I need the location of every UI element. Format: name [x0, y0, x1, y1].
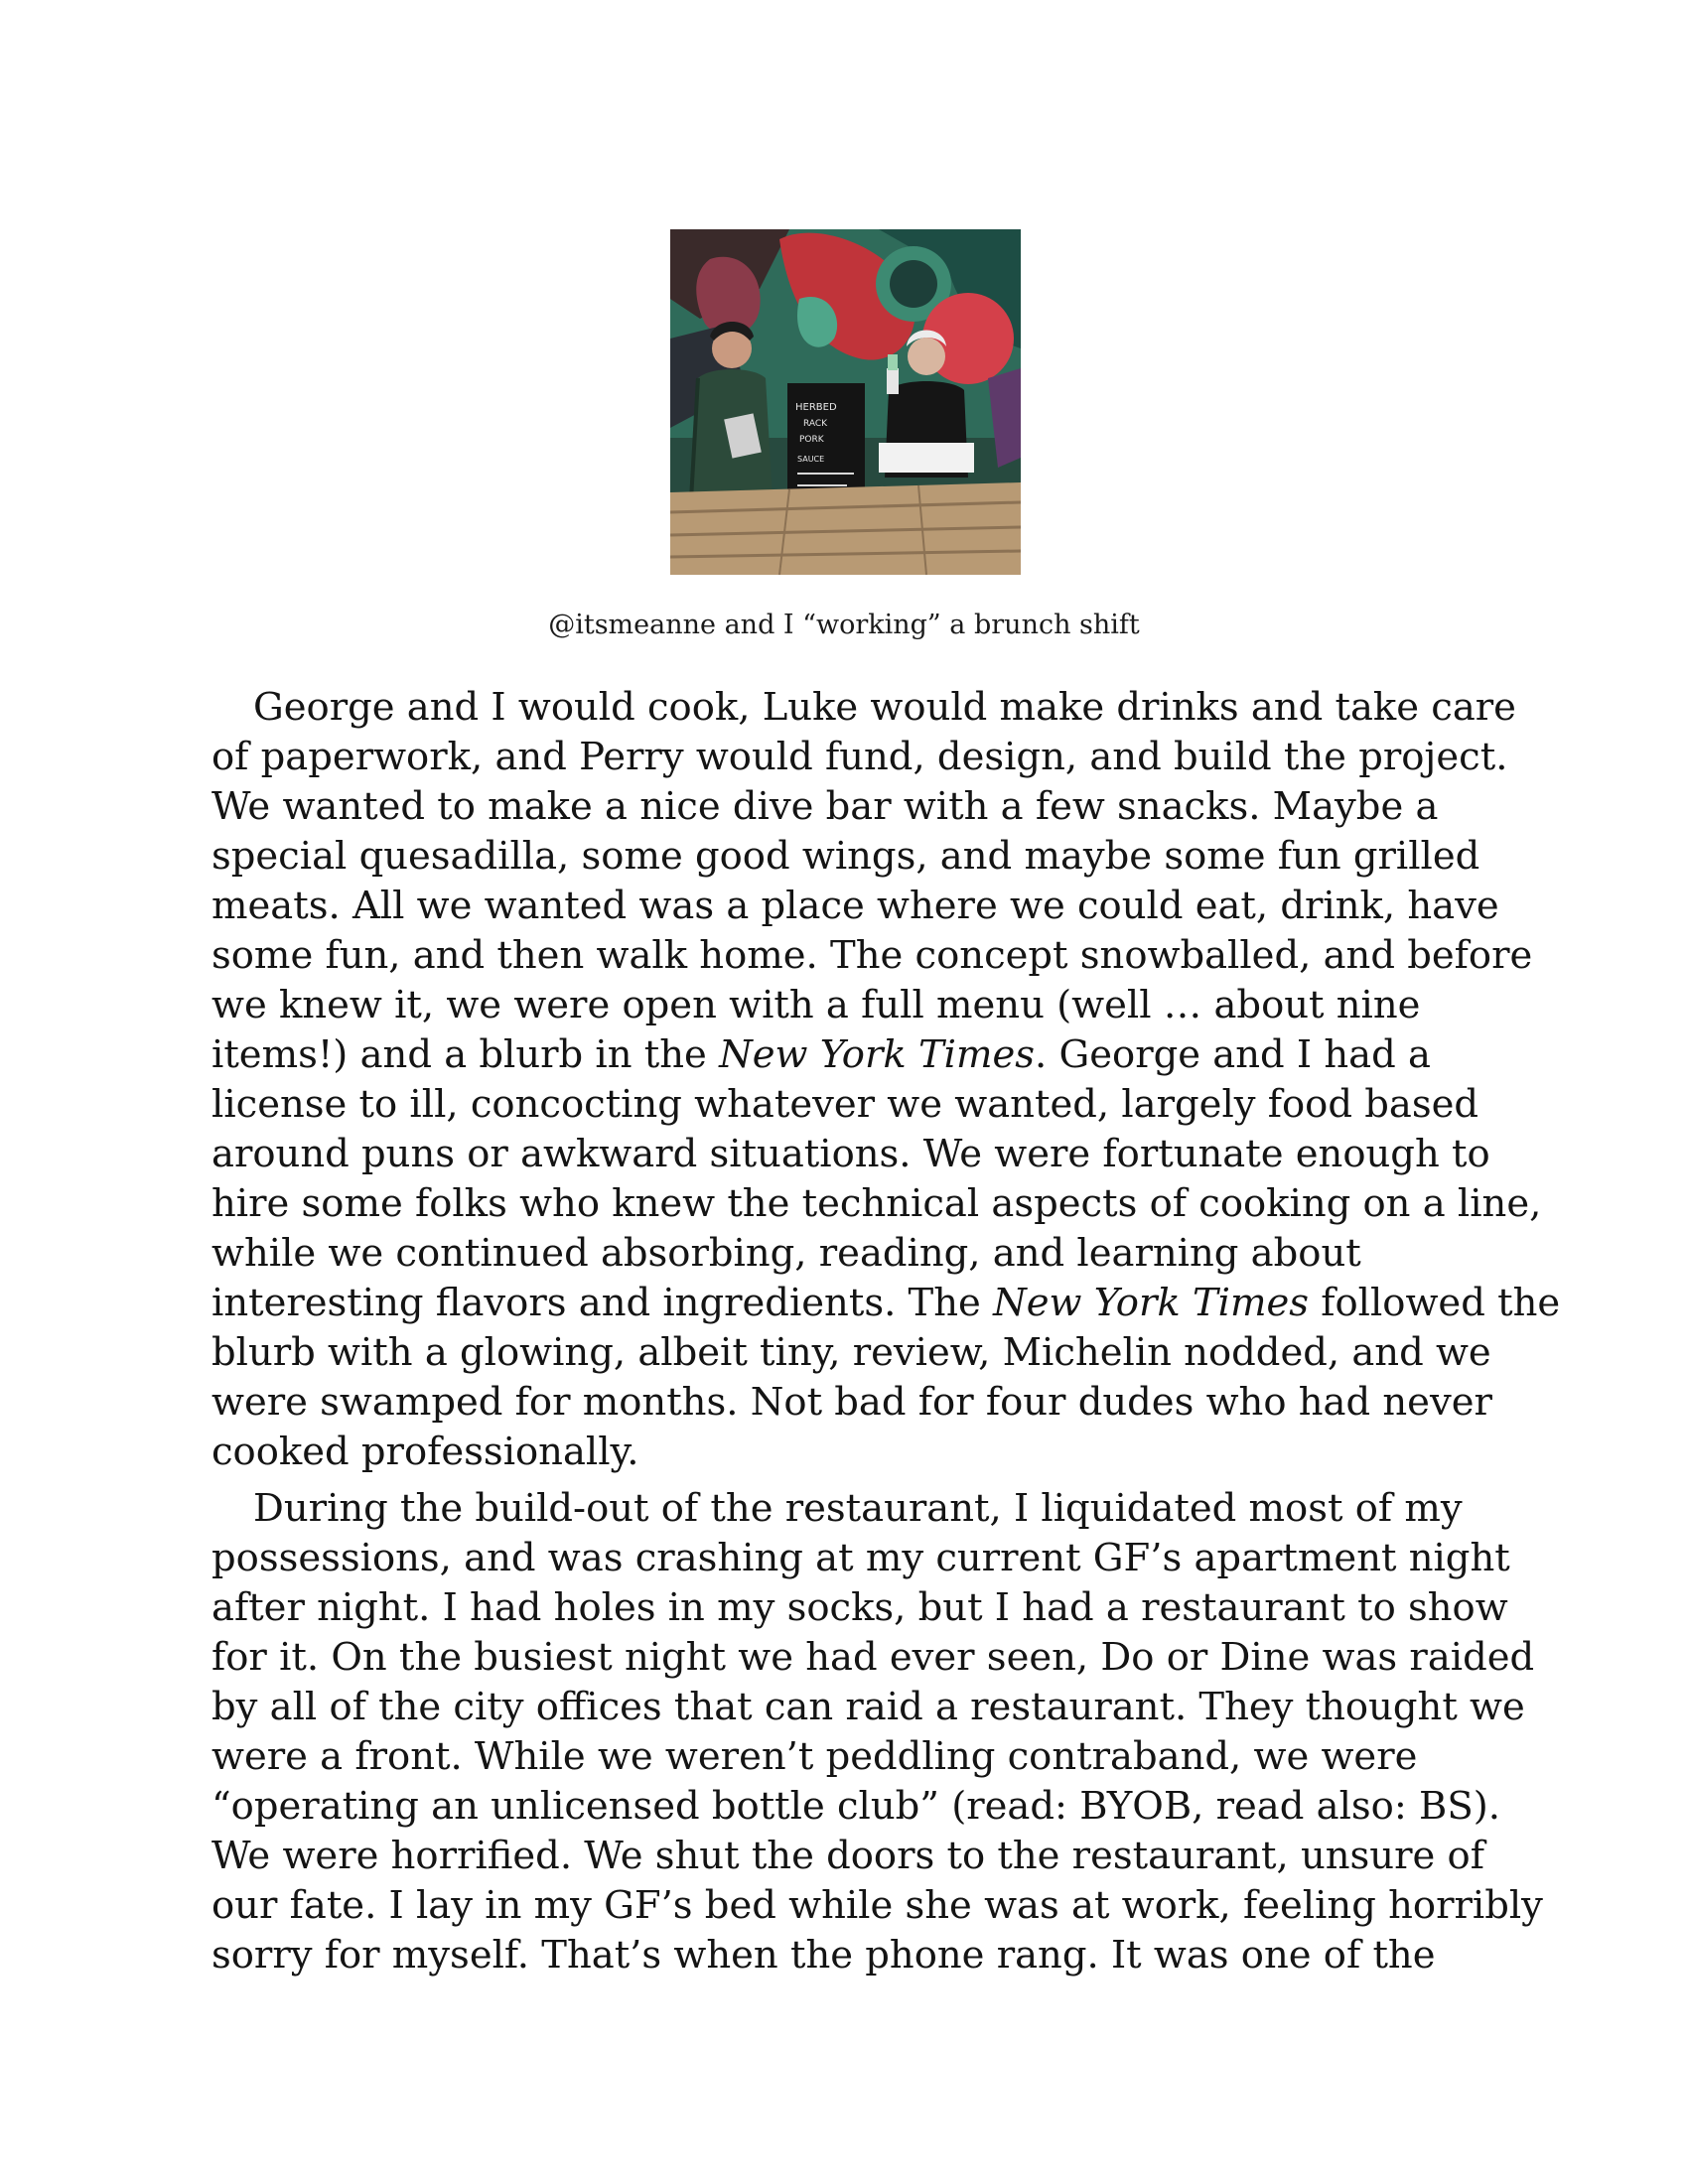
text-line [211, 1683, 1525, 1732]
text-segment: blurb with a glowing, albeit tiny, review, Michelin nodded, and we [211, 1330, 1491, 1375]
text-segment: we knew it, we were open with a full menu (well … about nine [211, 983, 1421, 1027]
text-line [211, 981, 1502, 1030]
body-text [211, 683, 1561, 1980]
text-line [211, 931, 1533, 981]
paragraph [211, 1484, 1543, 1980]
text-segment: hire some folks who knew the technical aspects of cooking on a line, [211, 1181, 1542, 1226]
text-segment: were a front. While we weren’t peddling contraband, we were [211, 1734, 1418, 1779]
text-segment: for it. On the busiest night we had ever seen, Do or Dine was raided [211, 1635, 1535, 1680]
text-segment: license to ill, concocting whatever we wanted, largely food based [211, 1082, 1479, 1127]
text-segment: were swamped for months. Not bad for four dudes who had never [211, 1380, 1492, 1425]
text-segment: around puns or awkward situations. We were fortunate enough to [211, 1132, 1490, 1176]
text-line [211, 1030, 1502, 1080]
text-segment: . George and I had a [1035, 1032, 1431, 1077]
text-line [211, 1378, 1502, 1428]
text-segment: by all of the city offices that can raid a restaurant. They thought we [211, 1685, 1525, 1729]
text-segment: We were horrified. We shut the doors to the restaurant, unsure of [211, 1834, 1484, 1878]
text-line [211, 1229, 1502, 1279]
text-line [211, 1832, 1502, 1881]
text-segment: special quesadilla, some good wings, and maybe some fun grilled [211, 834, 1480, 879]
text-line [211, 733, 1508, 782]
italic-title: New York Times [993, 1281, 1309, 1325]
text-line [211, 1633, 1535, 1683]
text-line [211, 1130, 1502, 1179]
text-line [211, 1484, 1502, 1534]
sign-line: HERBED [795, 402, 837, 413]
sign-line: PORK [799, 435, 824, 445]
text-line [211, 1931, 1502, 1980]
text-segment: During the build-out of the restaurant, I liquidated most of my [253, 1486, 1463, 1531]
text-line [211, 1428, 1502, 1477]
text-segment: We wanted to make a nice dive bar with a few snacks. Maybe a [211, 784, 1439, 829]
text-line [211, 1782, 1502, 1832]
text-line [211, 1179, 1542, 1229]
text-line [211, 1881, 1543, 1931]
text-line [211, 782, 1502, 832]
text-line [211, 1732, 1502, 1782]
paragraph [211, 683, 1561, 1477]
text-segment: George and I would cook, Luke would make drinks and take care [253, 685, 1516, 730]
text-segment: sorry for myself. That’s when the phone rang. It was one of the [211, 1933, 1436, 1978]
text-segment: “operating an unlicensed bottle club” (read: BYOB, read also: BS). [211, 1784, 1500, 1829]
text-segment: items!) and a blurb in the [211, 1032, 720, 1077]
text-line [211, 882, 1502, 931]
sign-line: RACK [803, 419, 828, 429]
text-line [211, 832, 1502, 882]
text-segment: after night. I had holes in my socks, but I had a restaurant to show [211, 1585, 1508, 1630]
text-line [211, 1328, 1502, 1378]
photo-caption: @itsmeanne and I “working” a brunch shift [548, 610, 1140, 640]
text-line [211, 1534, 1510, 1583]
text-segment: meats. All we wanted was a place where we could eat, drink, have [211, 884, 1499, 928]
italic-title: New York Times [719, 1032, 1036, 1077]
text-segment: followed the [1309, 1281, 1561, 1325]
text-segment: possessions, and was crashing at my current GF’s apartment night [211, 1536, 1510, 1580]
text-line [211, 1279, 1561, 1328]
text-line [211, 1583, 1508, 1633]
text-line [211, 683, 1516, 733]
text-segment: cooked professionally. [211, 1430, 639, 1474]
text-segment: some fun, and then walk home. The concept snowballed, and before [211, 933, 1533, 978]
sign-line: SAUCE [797, 455, 825, 464]
brunch-shift-photo [670, 229, 1021, 575]
text-line [211, 1080, 1502, 1130]
text-segment: our fate. I lay in my GF’s bed while she was at work, feeling horribly [211, 1883, 1543, 1928]
text-segment: interesting flavors and ingredients. The [211, 1281, 994, 1325]
text-segment: while we continued absorbing, reading, and learning about [211, 1231, 1361, 1276]
text-segment: of paperwork, and Perry would fund, design, and build the project. [211, 735, 1508, 779]
